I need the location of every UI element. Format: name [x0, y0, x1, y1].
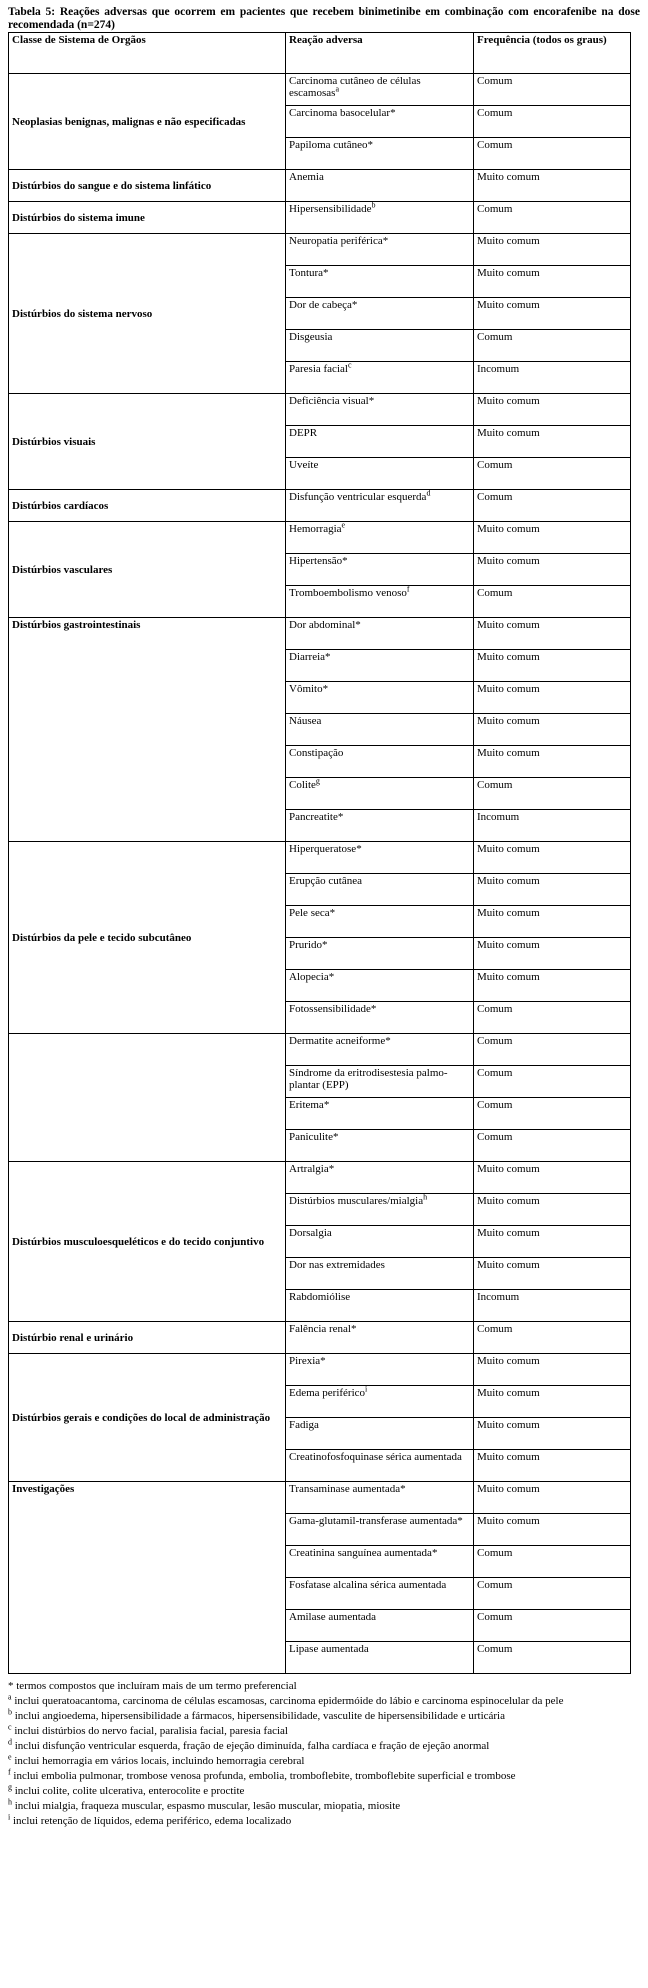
- footnote-marker: a: [335, 84, 339, 94]
- adverse-reaction-cell: [286, 1354, 474, 1386]
- adverse-reaction-cell: [286, 1066, 474, 1098]
- footnote-text: inclui angioedema, hipersensibilidade a fármacos, hipersensibilidade, vasculite de hipersensibilidade e urticária: [14, 1710, 505, 1722]
- adverse-reaction-cell: [286, 170, 474, 202]
- system-organ-class-cell: Distúrbios gastrointestinais: [9, 618, 286, 842]
- adverse-reaction-text: Fotossensibilidade*: [289, 1003, 377, 1015]
- frequency-cell: Comum: [474, 586, 631, 618]
- adverse-reaction-text: Falência renal*: [289, 1323, 357, 1335]
- adverse-reaction-text: Pancreatite*: [289, 811, 344, 823]
- frequency-cell: Comum: [474, 1610, 631, 1642]
- adverse-reaction-text: Creatinofosfoquinase sérica aumentada: [289, 1451, 462, 1463]
- frequency-cell: Comum: [474, 1066, 631, 1098]
- frequency-cell: Muito comum: [474, 746, 631, 778]
- adverse-reaction-text: Dorsalgia: [289, 1227, 332, 1239]
- table-row: [9, 1482, 631, 1514]
- adverse-reaction-text: Dor nas extremidades: [289, 1259, 385, 1271]
- footnote-text: inclui distúrbios do nervo facial, paralisia facial, paresia facial: [14, 1725, 288, 1737]
- frequency-cell: Comum: [474, 778, 631, 810]
- footnote-marker: d: [426, 488, 431, 498]
- adverse-reaction-cell: [286, 1578, 474, 1610]
- adverse-reaction-text: Dor de cabeça*: [289, 299, 358, 311]
- adverse-reaction-text: Distúrbios musculares/mialgia: [289, 1195, 424, 1207]
- adverse-reaction-cell: [286, 74, 474, 106]
- footnote-letter: d: [8, 1737, 12, 1747]
- adverse-reaction-cell: [286, 938, 474, 970]
- adverse-reaction-cell: [286, 650, 474, 682]
- frequency-cell: Incomum: [474, 1290, 631, 1322]
- table-row: [9, 1162, 631, 1194]
- adverse-reaction-text: Gama-glutamil-transferase aumentada*: [289, 1515, 463, 1527]
- footnotes: [8, 1680, 640, 1828]
- frequency-cell: Muito comum: [474, 170, 631, 202]
- adverse-reaction-text: Carcinoma cutâneo de células escamosas: [289, 75, 421, 99]
- footnote-marker: i: [365, 1384, 368, 1394]
- table-title: Tabela 5: Reações adversas que ocorrem em pacientes que recebem binimetinibe em combinação com encorafenibe na dose recomendada (n=274): [8, 6, 640, 31]
- system-organ-class-cell: Distúrbios do sistema nervoso: [9, 234, 286, 394]
- table-row: [9, 842, 631, 874]
- table-row: [9, 170, 631, 202]
- frequency-cell: Muito comum: [474, 1194, 631, 1226]
- adverse-reaction-text: Uveíte: [289, 459, 319, 471]
- table-body: [9, 74, 631, 1674]
- adverse-reaction-cell: [286, 1418, 474, 1450]
- adverse-reaction-cell: [286, 490, 474, 522]
- table-header-row: [9, 33, 631, 74]
- footnote-marker: h: [423, 1192, 428, 1202]
- frequency-cell: Incomum: [474, 362, 631, 394]
- frequency-cell: Muito comum: [474, 1386, 631, 1418]
- system-organ-class-cell: Distúrbios do sistema imune: [9, 202, 286, 234]
- adverse-reaction-text: Hiperqueratose*: [289, 843, 362, 855]
- system-organ-class-cell: Distúrbios gerais e condições do local de administração: [9, 1354, 286, 1482]
- system-organ-class-cell: Distúrbios cardíacos: [9, 490, 286, 522]
- frequency-cell: Comum: [474, 1322, 631, 1354]
- frequency-cell: Muito comum: [474, 618, 631, 650]
- footnote: [8, 1680, 640, 1693]
- adverse-reaction-cell: [286, 1098, 474, 1130]
- frequency-cell: Comum: [474, 1002, 631, 1034]
- adverse-reaction-text: Hipersensibilidade: [289, 203, 372, 215]
- adverse-reaction-cell: [286, 618, 474, 650]
- system-organ-class-cell: Distúrbios visuais: [9, 394, 286, 490]
- frequency-cell: Comum: [474, 106, 631, 138]
- adverse-reaction-text: Pele seca*: [289, 907, 336, 919]
- frequency-cell: Muito comum: [474, 1354, 631, 1386]
- adverse-reaction-text: Dermatite acneiforme*: [289, 1035, 391, 1047]
- frequency-cell: Comum: [474, 458, 631, 490]
- adverse-reaction-cell: [286, 1322, 474, 1354]
- frequency-cell: Muito comum: [474, 1482, 631, 1514]
- header-adverse-reaction: Reação adversa: [286, 33, 474, 74]
- footnote: [8, 1737, 640, 1753]
- footnote-letter: b: [8, 1707, 12, 1717]
- adverse-reaction-text: Paniculite*: [289, 1131, 339, 1143]
- footnote-letter: c: [8, 1722, 12, 1732]
- footnote-letter: h: [8, 1797, 12, 1807]
- footnote-letter: a: [8, 1692, 12, 1702]
- footnote-text: inclui queratoacantoma, carcinoma de células escamosas, carcinoma epidermóide do lábio e carcinoma espinocelular da pele: [14, 1695, 564, 1707]
- adverse-reaction-text: Tontura*: [289, 267, 329, 279]
- frequency-cell: Muito comum: [474, 682, 631, 714]
- footnote-text: inclui hemorragia em vários locais, incluindo hemorragia cerebral: [14, 1755, 305, 1767]
- adverse-reaction-cell: [286, 362, 474, 394]
- footnote-letter: f: [8, 1767, 11, 1777]
- footnote-letter: g: [8, 1782, 12, 1792]
- frequency-cell: Muito comum: [474, 394, 631, 426]
- adverse-reaction-cell: [286, 1482, 474, 1514]
- frequency-cell: Muito comum: [474, 234, 631, 266]
- adverse-reaction-text: Constipação: [289, 747, 344, 759]
- footnote-text: * termos compostos que incluíram mais de um termo preferencial: [8, 1680, 297, 1692]
- adverse-reaction-text: Transaminase aumentada*: [289, 1483, 406, 1495]
- adverse-reaction-cell: [286, 522, 474, 554]
- footnote-marker: e: [341, 520, 346, 530]
- adverse-reaction-text: Erupção cutânea: [289, 875, 362, 887]
- adverse-reaction-text: Eritema*: [289, 1099, 330, 1111]
- footnote-text: inclui disfunção ventricular esquerda, fração de ejeção diminuída, falha cardíaca e fração de ejeção anormal: [14, 1740, 490, 1752]
- frequency-cell: Muito comum: [474, 714, 631, 746]
- adverse-reaction-text: Hemorragia: [289, 523, 342, 535]
- adverse-reaction-text: Neuropatia periférica*: [289, 235, 389, 247]
- table-row: [9, 202, 631, 234]
- frequency-cell: Muito comum: [474, 1258, 631, 1290]
- adverse-reaction-cell: [286, 906, 474, 938]
- frequency-cell: Muito comum: [474, 426, 631, 458]
- adverse-reaction-cell: [286, 778, 474, 810]
- footnote-marker: b: [371, 200, 376, 210]
- frequency-cell: Incomum: [474, 810, 631, 842]
- adverse-reaction-cell: [286, 874, 474, 906]
- frequency-cell: Muito comum: [474, 874, 631, 906]
- system-organ-class-cell: Neoplasias benignas, malignas e não especificadas: [9, 74, 286, 170]
- footnote: [8, 1692, 640, 1708]
- adverse-reaction-text: DEPR: [289, 427, 318, 439]
- adverse-reaction-text: Dor abdominal*: [289, 619, 361, 631]
- frequency-cell: Muito comum: [474, 1418, 631, 1450]
- frequency-cell: Muito comum: [474, 266, 631, 298]
- adverse-reaction-cell: [286, 1002, 474, 1034]
- adverse-reaction-text: Artralgia*: [289, 1163, 335, 1175]
- adverse-reaction-text: Vômito*: [289, 683, 329, 695]
- adverse-reaction-cell: [286, 1034, 474, 1066]
- adverse-reaction-text: Disfunção ventricular esquerda: [289, 491, 427, 503]
- frequency-cell: Muito comum: [474, 298, 631, 330]
- adverse-reaction-cell: [286, 1290, 474, 1322]
- frequency-cell: Comum: [474, 1578, 631, 1610]
- adverse-reaction-cell: [286, 1514, 474, 1546]
- adverse-reaction-text: Deficiência visual*: [289, 395, 375, 407]
- frequency-cell: Muito comum: [474, 970, 631, 1002]
- frequency-cell: Muito comum: [474, 842, 631, 874]
- footnote-marker: f: [406, 584, 410, 594]
- frequency-cell: Comum: [474, 202, 631, 234]
- frequency-cell: Comum: [474, 330, 631, 362]
- table-row: [9, 522, 631, 554]
- frequency-cell: Comum: [474, 490, 631, 522]
- adverse-reaction-cell: [286, 810, 474, 842]
- adverse-reaction-cell: [286, 234, 474, 266]
- adverse-reaction-cell: [286, 554, 474, 586]
- adverse-reaction-cell: [286, 970, 474, 1002]
- system-organ-class-cell: Distúrbio renal e urinário: [9, 1322, 286, 1354]
- system-organ-class-cell: Investigações: [9, 1482, 286, 1674]
- adverse-reaction-text: Fadiga: [289, 1419, 319, 1431]
- system-organ-class-cell: Distúrbios vasculares: [9, 522, 286, 618]
- footnote-text: inclui mialgia, fraqueza muscular, espasmo muscular, lesão muscular, miopatia, miosite: [14, 1800, 401, 1812]
- adverse-reaction-text: Amilase aumentada: [289, 1611, 377, 1623]
- system-organ-class-cell: [9, 1034, 286, 1162]
- adverse-reaction-cell: [286, 330, 474, 362]
- table-row: [9, 1322, 631, 1354]
- adverse-reaction-text: Anemia: [289, 171, 324, 183]
- adverse-reaction-cell: [286, 394, 474, 426]
- adverse-reaction-text: Lipase aumentada: [289, 1643, 369, 1655]
- adverse-reaction-cell: [286, 138, 474, 170]
- frequency-cell: Muito comum: [474, 522, 631, 554]
- adverse-reaction-text: Hipertensão*: [289, 555, 348, 567]
- footnote: [8, 1707, 640, 1723]
- adverse-reaction-cell: [286, 746, 474, 778]
- adverse-reaction-cell: [286, 1610, 474, 1642]
- adverse-reaction-text: Fosfatase alcalina sérica aumentada: [289, 1579, 447, 1591]
- table-row: [9, 1354, 631, 1386]
- adverse-reaction-text: Prurido*: [289, 939, 328, 951]
- adverse-reaction-text: Edema periférico: [289, 1387, 366, 1399]
- adverse-reaction-cell: [286, 714, 474, 746]
- adverse-reaction-cell: [286, 1162, 474, 1194]
- system-organ-class-cell: Distúrbios musculoesqueléticos e do tecido conjuntivo: [9, 1162, 286, 1322]
- footnote-text: inclui embolia pulmonar, trombose venosa profunda, embolia, tromboflebite, tromboflebite superficial e trombose: [13, 1770, 516, 1782]
- adverse-reaction-cell: [286, 1386, 474, 1418]
- footnote-marker: c: [347, 360, 352, 370]
- table-row: [9, 74, 631, 106]
- footnote: [8, 1782, 640, 1798]
- footnote-text: inclui retenção de líquidos, edema periférico, edema localizado: [12, 1815, 292, 1827]
- frequency-cell: Muito comum: [474, 938, 631, 970]
- system-organ-class-cell: Distúrbios do sangue e do sistema linfático: [9, 170, 286, 202]
- adverse-reactions-table: [8, 32, 631, 1674]
- footnote-text: inclui colite, colite ulcerativa, enterocolite e proctite: [14, 1785, 245, 1797]
- frequency-cell: Comum: [474, 1034, 631, 1066]
- frequency-cell: Comum: [474, 74, 631, 106]
- adverse-reaction-cell: [286, 1450, 474, 1482]
- footnote: [8, 1767, 640, 1783]
- adverse-reaction-cell: [286, 106, 474, 138]
- adverse-reaction-text: Diarreia*: [289, 651, 331, 663]
- footnote-letter: i: [8, 1812, 11, 1822]
- frequency-cell: Muito comum: [474, 554, 631, 586]
- adverse-reaction-cell: [286, 1642, 474, 1674]
- adverse-reaction-cell: [286, 1194, 474, 1226]
- adverse-reaction-cell: [286, 1226, 474, 1258]
- frequency-cell: Comum: [474, 1098, 631, 1130]
- adverse-reaction-text: Papiloma cutâneo*: [289, 139, 374, 151]
- adverse-reaction-cell: [286, 298, 474, 330]
- adverse-reaction-text: Náusea: [289, 715, 322, 727]
- adverse-reaction-text: Rabdomiólise: [289, 1291, 351, 1303]
- table-row: [9, 234, 631, 266]
- frequency-cell: Muito comum: [474, 1226, 631, 1258]
- adverse-reaction-cell: [286, 1130, 474, 1162]
- frequency-cell: Muito comum: [474, 1514, 631, 1546]
- adverse-reaction-text: Creatinina sanguínea aumentada*: [289, 1547, 438, 1559]
- footnote: [8, 1797, 640, 1813]
- adverse-reaction-cell: [286, 682, 474, 714]
- header-frequency: Frequência (todos os graus): [474, 33, 631, 74]
- frequency-cell: Comum: [474, 1130, 631, 1162]
- adverse-reaction-cell: [286, 842, 474, 874]
- frequency-cell: Comum: [474, 1642, 631, 1674]
- footnote-letter: e: [8, 1752, 12, 1762]
- footnote: [8, 1752, 640, 1768]
- footnote-marker: g: [315, 776, 320, 786]
- adverse-reaction-cell: [286, 426, 474, 458]
- frequency-cell: Muito comum: [474, 650, 631, 682]
- adverse-reaction-cell: [286, 586, 474, 618]
- table-row: [9, 1034, 631, 1066]
- header-system-organ-class: Classe de Sistema de Orgãos: [9, 33, 286, 74]
- adverse-reaction-text: Síndrome da eritrodisestesia palmo-plantar (EPP): [289, 1067, 448, 1091]
- table-row: [9, 394, 631, 426]
- table-row: [9, 490, 631, 522]
- frequency-cell: Muito comum: [474, 1162, 631, 1194]
- adverse-reaction-text: Tromboembolismo venoso: [289, 587, 407, 599]
- adverse-reaction-text: Disgeusia: [289, 331, 333, 343]
- frequency-cell: Muito comum: [474, 1450, 631, 1482]
- adverse-reaction-text: Alopecia*: [289, 971, 335, 983]
- adverse-reaction-cell: [286, 458, 474, 490]
- table-row: [9, 618, 631, 650]
- system-organ-class-cell: Distúrbios da pele e tecido subcutâneo: [9, 842, 286, 1034]
- adverse-reaction-cell: [286, 266, 474, 298]
- adverse-reaction-cell: [286, 1546, 474, 1578]
- frequency-cell: Muito comum: [474, 906, 631, 938]
- frequency-cell: Comum: [474, 138, 631, 170]
- adverse-reaction-cell: [286, 1258, 474, 1290]
- adverse-reaction-text: Colite: [289, 779, 316, 791]
- adverse-reaction-cell: [286, 202, 474, 234]
- adverse-reaction-text: Paresia facial: [289, 363, 348, 375]
- footnote: [8, 1722, 640, 1738]
- adverse-reaction-text: Carcinoma basocelular*: [289, 107, 396, 119]
- frequency-cell: Comum: [474, 1546, 631, 1578]
- footnote: [8, 1812, 640, 1828]
- adverse-reaction-text: Pirexia*: [289, 1355, 326, 1367]
